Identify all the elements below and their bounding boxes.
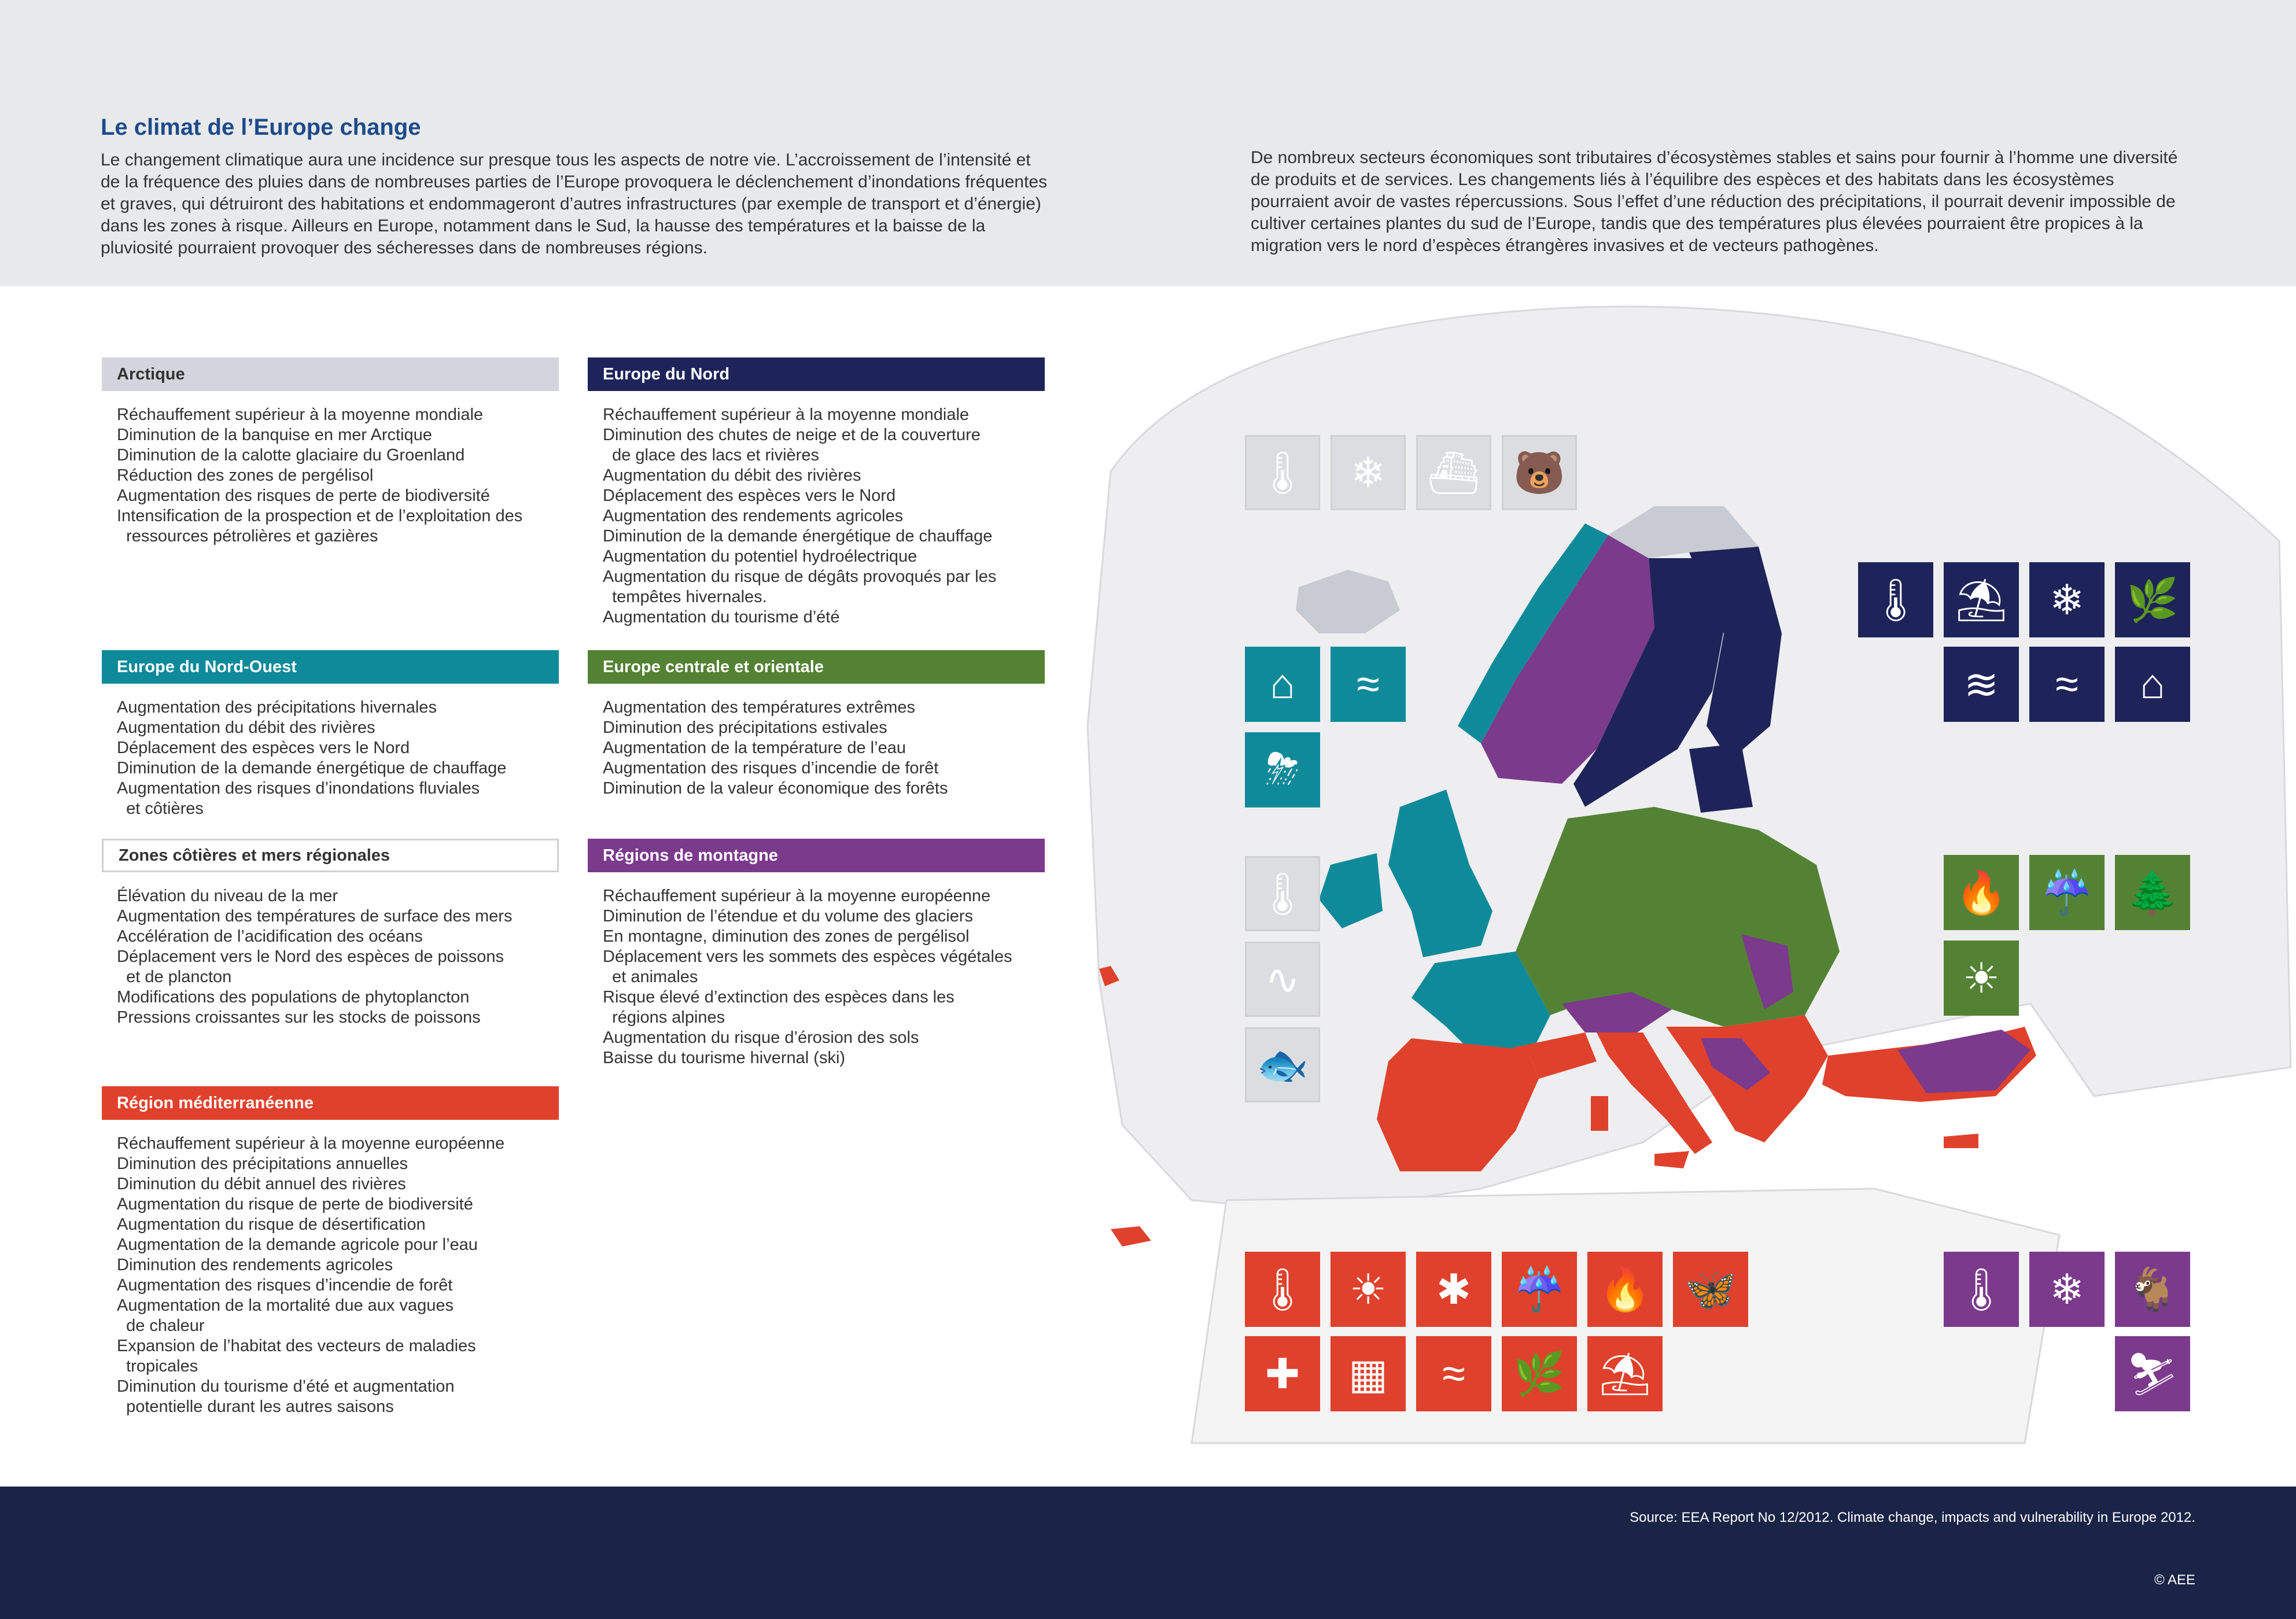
list-item: Augmentation de la demande agricole pour l’eau: [117, 1236, 478, 1254]
map-sardinia: [1591, 1096, 1608, 1131]
list-item: Augmentation des risques d’incendie de forêt: [117, 1276, 453, 1295]
region-arctic-title: Arctique: [102, 357, 559, 391]
map-cyprus: [1944, 1134, 1978, 1148]
list-item: Augmentation des risques de perte de biodiversité: [117, 486, 490, 505]
region-arctic-list: [102, 405, 559, 547]
source-citation: Source: EEA Report No 12/2012. Climate change, impacts and vulnerability in Europe 2012.: [1630, 1510, 2195, 1525]
list-item: Modifications des populations de phytoplancton: [117, 988, 470, 1006]
wave-icon: ∿: [1245, 942, 1320, 1017]
plant-up-icon: 🌿: [2115, 562, 2190, 637]
region-central-east-list: [588, 698, 1045, 799]
rain-crossed-icon: ☔: [1502, 1252, 1577, 1327]
list-item: Risque élevé d’extinction des espèces dans les: [603, 988, 954, 1006]
list-item: Augmentation des rendements agricoles: [603, 507, 904, 525]
thermometer-up-icon: 🌡: [1245, 856, 1320, 931]
hospital-bed-icon: ✚: [1245, 1336, 1320, 1411]
list-item: et animales: [603, 968, 698, 986]
list-item: Accélération de l’acidification des océans: [117, 927, 423, 946]
beach-up-icon: ⛱: [1944, 562, 2019, 637]
footer-band: [0, 1487, 2296, 1619]
list-item: Diminution du tourisme d’été et augmentation: [117, 1377, 455, 1396]
list-item: Déplacement des espèces vers le Nord: [603, 486, 896, 505]
river-up-icon: ≈: [1331, 647, 1406, 722]
list-item: Augmentation des températures de surface des mers: [117, 907, 513, 925]
list-item: Augmentation du risque de désertification: [117, 1215, 426, 1234]
region-north-list: [588, 405, 1045, 628]
region-northwest-title: Europe du Nord-Ouest: [102, 650, 559, 684]
snow-down-icon: ❄: [2029, 1252, 2105, 1327]
region-mediterranean-list: [102, 1134, 559, 1417]
region-central-east: [588, 650, 1045, 799]
list-item: Intensification de la prospection et de l’exploitation des: [117, 507, 523, 525]
rain-crossed-icon: ☔: [2029, 855, 2105, 930]
list-item: Augmentation du risque de dégâts provoqués par les: [603, 567, 997, 586]
intro-text-left: Le changement climatique aura une incidence sur presque tous les aspects de notre vie. L’accroissement de l’intensité et de la fréquence des pluies dans de nombreuses parties de l’Europe provoquera le déclenchement d’inondations fréquentes et graves, qui détruiront des habitations et endommageront d’autres infrastructures (par exemple de transport et d’énergie) dans les zones à risque. Ailleurs en Europe, notamment dans le Sud, la hausse des températures et la baisse de la pluviosité pourraient provoquer des sécheresses dans de nombreuses régions.: [101, 150, 1048, 257]
wind-icon: ≋: [1944, 647, 2019, 722]
list-item: de chaleur: [117, 1316, 205, 1335]
intro-text-right: De nombreux secteurs économiques sont tributaires d’écosystèmes stables et sains pour fournir à l’homme une diversité de produits et de services. Les changements liés à l’équilibre des espèces et des habitats dans les écosystèmes pourraient avoir de vastes répercussions. Sous l’effet d’une réduction des précipitations, il pourrait devenir impossible de cultiver certaines plantes du sud de l’Europe, tandis que des températures plus élevées pourraient être propices à la migration vers le nord d’espèces étrangères invasives et de vecteurs pathogènes.: [1251, 148, 2178, 255]
heat-thermometer-icon: ☀: [1331, 1252, 1406, 1327]
river-up-icon: ≈: [2029, 647, 2105, 722]
region-coastal-list: [102, 886, 559, 1028]
house-flood-icon: ⌂: [1245, 647, 1320, 722]
list-item: Déplacement vers le Nord des espèces de poissons: [117, 947, 504, 966]
page-title: Le climat de l’Europe change: [101, 115, 421, 140]
list-item: Réchauffement supérieur à la moyenne européenne: [603, 887, 991, 905]
list-item: potentielle durant les autres saisons: [117, 1397, 394, 1416]
region-north-title: Europe du Nord: [588, 357, 1045, 391]
list-item: Augmentation du potentiel hydroélectrique: [603, 547, 917, 566]
drought-icon: ▦: [1331, 1336, 1406, 1411]
list-item: Réduction des zones de pergélisol: [117, 466, 374, 485]
header-band: [0, 0, 2296, 286]
list-item: Augmentation de la température de l’eau: [603, 739, 906, 757]
list-item: Expansion de l’habitat des vecteurs de maladies: [117, 1337, 476, 1355]
list-item: Diminution de la calotte glaciaire du Groenland: [117, 446, 465, 464]
list-item: Augmentation du débit des rivières: [603, 466, 861, 485]
fish-crossed-icon: 🐟: [1245, 1027, 1320, 1102]
region-mediterranean: [102, 1086, 559, 1417]
region-mountain-title: Régions de montagne: [588, 839, 1045, 872]
list-item: Pressions croissantes sur les stocks de poissons: [117, 1008, 481, 1027]
copyright: © AEE: [2154, 1572, 2195, 1588]
heat-thermometer-icon: ☀: [1944, 941, 2019, 1016]
thermometer-up-icon: 🌡: [1944, 1252, 2019, 1327]
list-item: Augmentation du tourisme d’été: [603, 608, 840, 626]
region-mountain: [588, 839, 1045, 1068]
list-item: Diminution de la demande énergétique de chauffage: [117, 759, 507, 777]
list-item: Augmentation du risque d’érosion des sols: [603, 1028, 919, 1047]
list-item: Augmentation du risque de perte de biodiversité: [117, 1195, 473, 1214]
list-item: de glace des lacs et rivières: [603, 446, 819, 464]
fire-icon: 🔥: [1587, 1252, 1663, 1327]
region-coastal: [102, 839, 559, 1028]
region-mediterranean-title: Région méditerranéenne: [102, 1086, 559, 1120]
plant-down-icon: 🌿: [1502, 1336, 1577, 1411]
butterfly-crossed-icon: 🦋: [1673, 1252, 1748, 1327]
list-item: Réchauffement supérieur à la moyenne mondiale: [117, 405, 484, 424]
list-item: et côtières: [117, 799, 204, 818]
fire-icon: 🔥: [1944, 855, 2019, 930]
region-northwest: [102, 650, 559, 819]
list-item: et de plancton: [117, 968, 232, 986]
list-item: Diminution des rendements agricoles: [117, 1256, 393, 1274]
beach-down-icon: ⛱: [1587, 1336, 1663, 1411]
list-item: Diminution du débit annuel des rivières: [117, 1175, 406, 1193]
polar-bear-crossed-icon: 🐻: [1502, 435, 1577, 510]
list-item: Diminution de la demande énergétique de chauffage: [603, 527, 993, 545]
river-down-icon: ≈: [1416, 1336, 1491, 1411]
list-item: Diminution de la banquise en mer Arctique: [117, 426, 432, 444]
list-item: Augmentation de la mortalité due aux vagues: [117, 1296, 454, 1315]
snow-down-icon: ❄: [2029, 562, 2105, 637]
list-item: Diminution de l’étendue et du volume des glaciers: [603, 907, 973, 925]
list-item: Augmentation du débit des rivières: [117, 718, 375, 737]
list-item: Déplacement vers les sommets des espèces végétales: [603, 947, 1012, 966]
mosquito-icon: ✱: [1416, 1252, 1491, 1327]
thermometer-up-icon: 🌡: [1858, 562, 1933, 637]
list-item: Augmentation des risques d’incendie de forêt: [603, 759, 939, 777]
list-item: Réchauffement supérieur à la moyenne européenne: [117, 1134, 505, 1153]
region-northwest-list: [102, 698, 559, 819]
snow-down-icon: ❄: [1331, 435, 1406, 510]
goat-crossed-icon: 🐐: [2115, 1252, 2190, 1327]
list-item: tempêtes hivernales.: [603, 588, 767, 606]
list-item: Diminution des chutes de neige et de la couverture: [603, 426, 981, 444]
map-sicily: [1654, 1151, 1689, 1168]
list-item: Augmentation des risques d’inondations fluviales: [117, 779, 480, 798]
list-item: ressources pétrolières et gazières: [117, 527, 378, 545]
list-item: régions alpines: [603, 1008, 725, 1027]
list-item: Baisse du tourisme hivernal (ski): [603, 1049, 846, 1067]
list-item: Déplacement des espèces vers le Nord: [117, 739, 410, 757]
map-canary-islands: [1111, 1226, 1151, 1246]
list-item: Diminution des précipitations estivales: [603, 718, 887, 737]
list-item: Réchauffement supérieur à la moyenne mondiale: [603, 405, 970, 424]
list-item: En montagne, diminution des zones de pergélisol: [603, 927, 970, 946]
region-north: [588, 357, 1045, 628]
region-coastal-title: Zones côtières et mers régionales: [102, 839, 559, 872]
region-mountain-list: [588, 886, 1045, 1068]
house-flood-icon: ⌂: [2115, 647, 2190, 722]
list-item: Diminution des précipitations annuelles: [117, 1155, 408, 1173]
skier-down-icon: ⛷: [2115, 1336, 2190, 1411]
list-item: Élévation du niveau de la mer: [117, 887, 338, 905]
list-item: Augmentation des températures extrêmes: [603, 698, 915, 717]
forest-euro-down-icon: 🌲: [2115, 855, 2190, 930]
list-item: Augmentation des précipitations hivernales: [117, 698, 437, 717]
ship-icon: ⛴: [1416, 435, 1491, 510]
region-arctic: [102, 357, 559, 547]
list-item: Diminution de la valeur économique des forêts: [603, 779, 948, 798]
thermometer-up-icon: 🌡: [1245, 1252, 1320, 1327]
storm-rain-icon: ⛈: [1245, 732, 1320, 807]
thermometer-up-icon: 🌡: [1245, 435, 1320, 510]
list-item: tropicales: [117, 1357, 198, 1375]
region-central-east-title: Europe centrale et orientale: [588, 650, 1045, 684]
